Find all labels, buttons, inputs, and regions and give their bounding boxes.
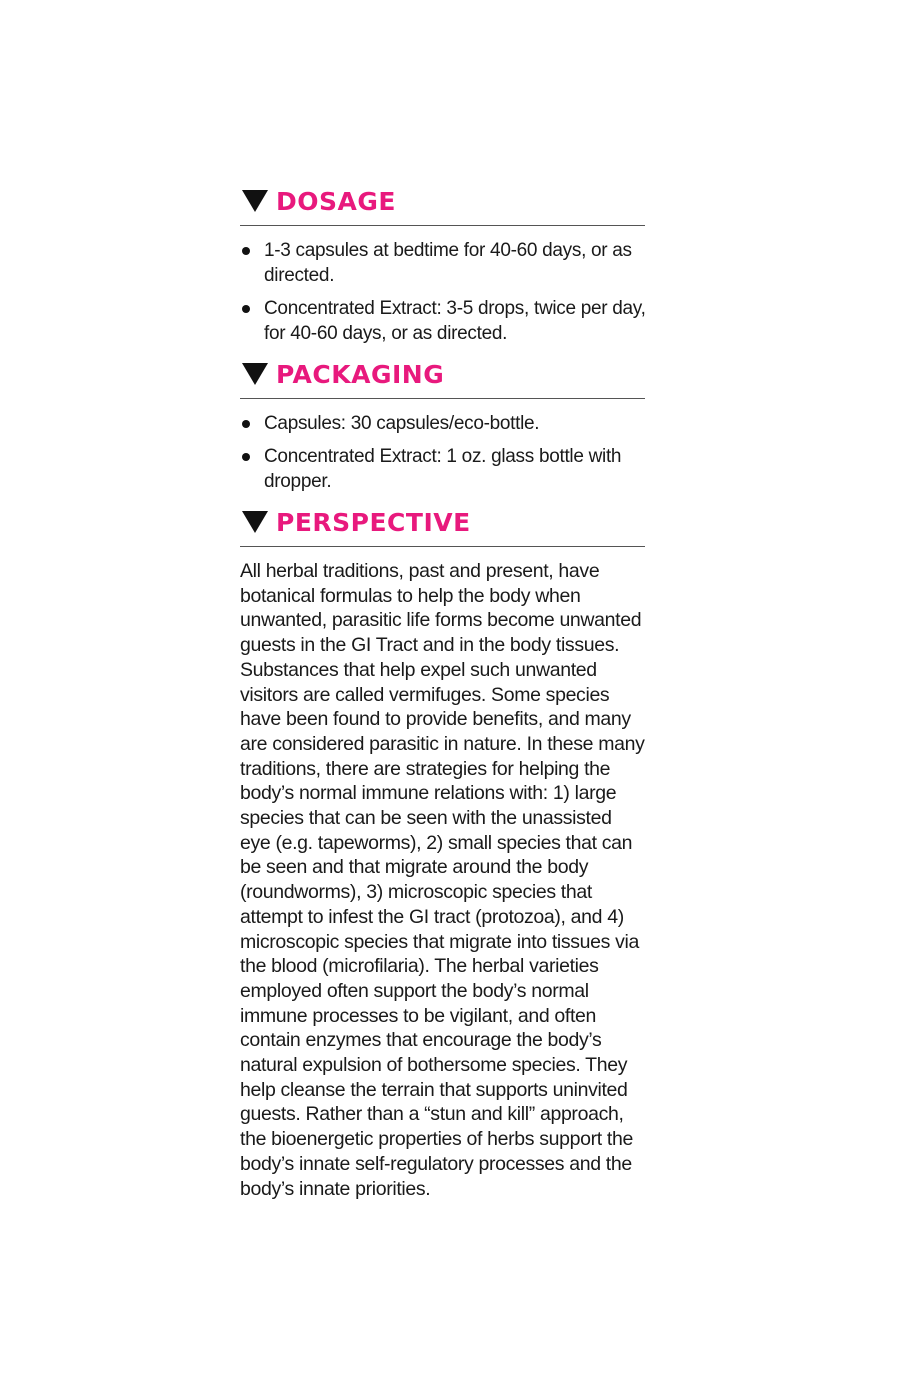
list-item — [240, 238, 646, 288]
bullet-icon — [242, 420, 250, 428]
perspective-section — [240, 504, 646, 1201]
triangle-down-icon — [242, 363, 268, 385]
bullet-icon — [242, 453, 250, 461]
list-item-text: Concentrated Extract: 3-5 drops, twice per day, for 40-60 days, or as directed. — [264, 298, 646, 344]
dosage-header — [240, 183, 646, 219]
dosage-section — [240, 183, 646, 346]
triangle-down-icon — [242, 511, 268, 533]
section-divider — [240, 546, 645, 547]
dosage-list — [240, 238, 646, 346]
list-item — [240, 411, 646, 436]
packaging-title: PACKAGING — [276, 359, 445, 389]
packaging-header — [240, 356, 646, 392]
perspective-body: All herbal traditions, past and present, have botanical formulas to help the body when unwanted, parasitic life forms become unwanted guests in the GI Tract and in the body tissues. Substances that help expel such unwanted visitors are called vermifuges. Some species have been found to provide benefits, and many are considered parasitic in nature. In these many traditions, there are strategies for helping the body’s normal immune relations with: 1) large species that can be seen with the unassisted eye (e.g. tapeworms), 2) small species that can be seen and that migrate around the body (roundworms), 3) microscopic species that attempt to infest the GI tract (protozoa), and 4) microscopic species that migrate into tissues via the blood (microfilaria). The herbal varieties employed often support the body’s normal immune processes to be vigilant, and often contain enzymes that encourage the body’s natural expulsion of bothersome species. They help cleanse the terrain that supports uninvited guests. Rather than a “stun and kill” approach, the bioenergetic properties of herbs support the body’s innate self-regulatory processes and the body’s innate priorities. — [240, 560, 645, 1200]
list-item-text: Concentrated Extract: 1 oz. glass bottle with dropper. — [264, 446, 622, 492]
list-item — [240, 444, 646, 494]
packaging-section — [240, 356, 646, 494]
triangle-down-icon — [242, 190, 268, 212]
perspective-title: PERSPECTIVE — [276, 507, 471, 537]
section-divider — [240, 225, 645, 226]
bullet-icon — [242, 247, 250, 255]
section-divider — [240, 398, 645, 399]
list-item — [240, 296, 646, 346]
bullet-icon — [242, 305, 250, 313]
list-item-text: Capsules: 30 capsules/eco-bottle. — [264, 413, 540, 434]
dosage-title: DOSAGE — [276, 186, 396, 216]
perspective-header — [240, 504, 646, 540]
list-item-text: 1-3 capsules at bedtime for 40-60 days, or as directed. — [264, 240, 632, 286]
packaging-list — [240, 411, 646, 494]
content-column — [240, 183, 646, 1221]
